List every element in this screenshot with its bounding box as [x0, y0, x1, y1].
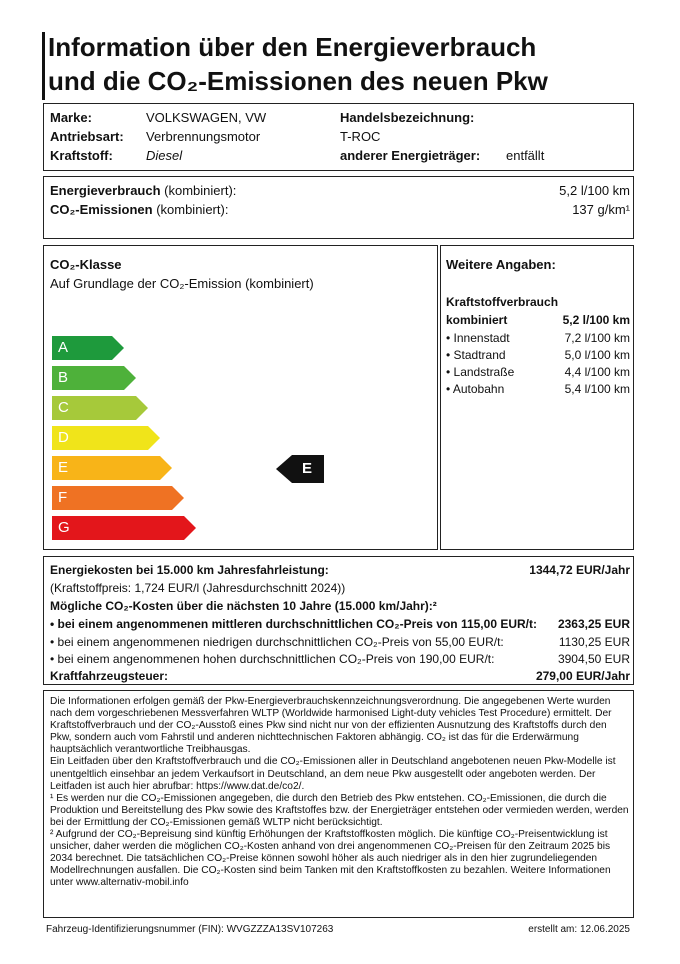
marke-label: Marke:: [50, 110, 92, 125]
co2-class-bar-c: [52, 396, 148, 420]
landstrasse-label: • Landstraße: [446, 365, 515, 379]
kraftstoff-label: Kraftstoff:: [50, 148, 113, 163]
landstrasse-value: 4,4 l/100 km: [564, 365, 630, 379]
title-line-2: und die CO₂-Emissionen des neuen Pkw: [48, 66, 548, 96]
kraftstoff-value: Diesel: [146, 148, 183, 163]
stadtrand-label: • Stadtrand: [446, 348, 506, 362]
anderer-energietraeger-label: anderer Energieträger:: [340, 148, 481, 163]
co2-class-letter-f: F: [58, 489, 68, 506]
co2-cost-high-value: 3904,50 EUR: [557, 652, 630, 666]
co2-emissions-label: [50, 201, 228, 218]
anderer-energietraeger-value: entfällt: [506, 148, 545, 163]
title-accent-bar: [42, 32, 45, 100]
autobahn-label: • Autobahn: [446, 382, 505, 396]
co2-emissions-value: 137 g/km¹: [572, 202, 630, 217]
combined-label: kombiniert: [446, 313, 508, 327]
title-line-1: Information über den Energieverbrauch: [48, 32, 537, 62]
vehicle-tax-label: Kraftfahrzeugsteuer:: [50, 669, 169, 683]
innenstadt-value: 7,2 l/100 km: [564, 331, 630, 345]
co2-class-letter-b: B: [58, 369, 69, 386]
co2-class-bar-e: [52, 456, 172, 480]
legal-paragraph-1: Die Informationen erfolgen gemäß der Pkw-Energieverbrauchskennzeichnungsverordnung. Die angegebenen Werte wurden nach dem vorgeschriebenen Messverfahren WLTP (Worldwide harmonised Light-duty vehicles Test Procedure) ermittelt. Der Kraftstoffverbrauch und der CO₂-Ausstoß eines Pkw sind nicht nur von der effizienten Ausnutzung des Kraftstoffs durch den Pkw, sondern auch vom Fahrstil und anderen nichttechnischen Faktoren abhängig. CO₂ ist das für die Erderwärmung hauptsächlich verantwortliche Treibhausgas.: [50, 696, 612, 756]
handelsbezeichnung-value: T-ROC: [340, 129, 381, 144]
legal-paragraph-3: ¹ Es werden nur die CO₂-Emissionen angegeben, die durch den Betrieb des Pkw entstehen. CO₂-Emissionen, die durch die Produktion und Bereitstellung des Pkw sowie des Kraftstoffes bzw. der Energieträger entstehen oder vermieden werden, werden bei der Ermittlung der CO₂-Emissionen gemäß WLTP nicht berücksichtigt.: [50, 792, 629, 828]
combined-value: 5,2 l/100 km: [562, 313, 630, 327]
co2-cost-medium-label: • bei einem angenommenen mittleren durchschnittlichen CO₂-Preis von 115,00 EUR/t:: [50, 617, 537, 631]
energy-cost-value: 1344,72 EUR/Jahr: [529, 563, 630, 577]
co2-class-letter-g: G: [58, 519, 70, 536]
legal-paragraph-4: ² Aufgrund der CO₂-Bepreisung sind künftig Erhöhungen der Kraftstoffkosten möglich. Die künftige CO₂-Preisentwicklung ist unsicher, daher werden die möglichen CO₂-Kosten anhand von drei angenommenen CO₂-Preisen für den Zeitraum 2025 bis 2034 berechnet. Die tatsächlichen CO₂-Preise können sowohl höher als auch niedriger als in den hier zugrundeliegenden Modellrechnungen ausfallen. Die CO₂-Kosten sind beim Tanken mit den Kraftstoffkosten zu bezahlen. Weitere Informationen unter www.alternativ-mobil.info: [50, 829, 611, 889]
co2-class-subheading: Auf Grundlage der CO₂-Emission (kombiniert): [50, 276, 314, 291]
fuel-price-note: (Kraftstoffpreis: 1,724 EUR/l (Jahresdurchschnitt 2024)): [50, 581, 346, 595]
co2-class-bar-f: [52, 486, 184, 510]
legal-text: [50, 696, 630, 890]
legal-paragraph-2: Ein Leitfaden über den Kraftstoffverbrauch und die CO₂-Emissionen aller in Deutschland angebotenen neuen Pkw-Modelle ist unentgeltlich einsehbar an jedem Verkaufsort in Deutschland, an dem neue Pkw ausgestellt oder angeboten werden. Der Leitfaden ist auch hier abrufbar: https://www.dat.de/co2/.: [50, 756, 616, 792]
energy-consumption-label-bold: Energieverbrauch: [50, 183, 161, 198]
co2-class-bar-g: [52, 516, 196, 540]
co2-class-letter-e: E: [58, 459, 69, 476]
energy-cost-label: Energiekosten bei 15.000 km Jahresfahrleistung:: [50, 563, 329, 577]
co2-class-arrow-f: [52, 486, 184, 510]
co2-class-letter-c: C: [58, 399, 69, 416]
marke-value: VOLKSWAGEN, VW: [146, 110, 267, 125]
co2-class-marker-label: E: [302, 460, 313, 477]
further-info-heading: Weitere Angaben:: [446, 257, 556, 272]
antriebsart-value: Verbrennungsmotor: [146, 129, 261, 144]
vehicle-tax-value: 279,00 EUR/Jahr: [535, 669, 630, 683]
created-date-footer: erstellt am: 12.06.2025: [528, 924, 630, 935]
handelsbezeichnung-label: Handelsbezeichnung:: [340, 110, 475, 125]
co2-emissions-label-bold: CO₂-Emissionen: [50, 202, 153, 217]
co2-cost-high-label: • bei einem angenommenen hohen durchschnittlichen CO₂-Preis von 190,00 EUR/t:: [50, 652, 495, 666]
co2-cost-heading: Mögliche CO₂-Kosten über die nächsten 10 Jahre (15.000 km/Jahr):²: [50, 599, 437, 613]
energy-consumption-label-rest: (kombiniert):: [160, 183, 237, 198]
page-title: [48, 30, 548, 98]
co2-class-arrow-g: [52, 516, 196, 540]
co2-class-heading: CO₂-Klasse: [50, 257, 122, 272]
autobahn-value: 5,4 l/100 km: [564, 382, 630, 396]
co2-class-bar-b: [52, 366, 136, 390]
further-info-box: [440, 245, 634, 550]
co2-cost-low-label: • bei einem angenommenen niedrigen durchschnittlichen CO₂-Preis von 55,00 EUR/t:: [50, 635, 504, 649]
stadtrand-value: 5,0 l/100 km: [564, 348, 630, 362]
fin-footer: Fahrzeug-Identifizierungsnummer (FIN): WVGZZZA13SV107263: [46, 924, 334, 935]
co2-cost-low-value: 1130,25 EUR: [558, 635, 630, 649]
energy-consumption-value: 5,2 l/100 km: [559, 183, 630, 198]
co2-emissions-label-rest: (kombiniert):: [152, 202, 229, 217]
co2-class-bar-d: [52, 426, 160, 450]
energy-consumption-label: [50, 182, 236, 199]
co2-class-letter-d: D: [58, 429, 69, 446]
fuel-consumption-heading: Kraftstoffverbrauch: [446, 295, 559, 309]
co2-class-bar-a: [52, 336, 124, 360]
antriebsart-label: Antriebsart:: [50, 129, 124, 144]
co2-class-arrow-e: [52, 456, 172, 480]
co2-class-letter-a: A: [58, 339, 69, 356]
innenstadt-label: • Innenstadt: [446, 331, 510, 345]
co2-cost-medium-value: 2363,25 EUR: [557, 617, 630, 631]
vehicle-info-box: [43, 103, 634, 171]
co2-class-marker: [276, 455, 324, 483]
